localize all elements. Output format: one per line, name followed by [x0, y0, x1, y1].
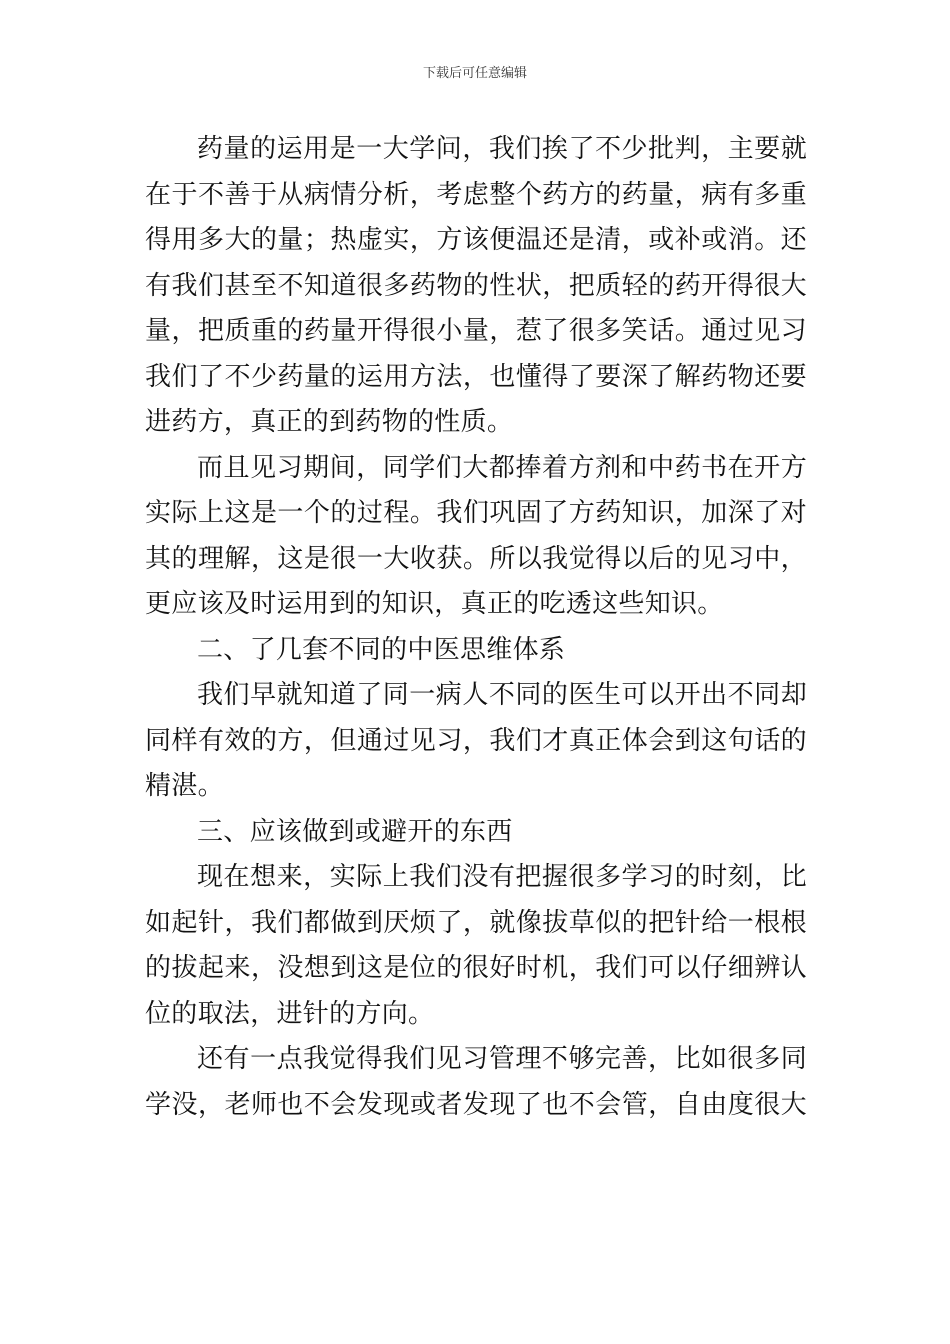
paragraph-dosage [145, 127, 807, 446]
page-header: 下载后可任意编辑 [422, 66, 527, 81]
text-line: 更应该及时运用到的知识，真正的吃透这些知识。 [145, 589, 724, 619]
text-line: 如起针，我们都做到厌烦了，就像拔草似的把针给一根根 [145, 907, 807, 938]
text-line: 三、应该做到或避开的东西 [197, 816, 513, 847]
text-line: 的拔起来，没想到这是位的很好时机，我们可以仔细辨认 [145, 953, 807, 983]
paragraph-prescriptions [145, 446, 807, 628]
document-body [145, 127, 807, 1128]
text-line: 二、了几套不同的中医思维体系 [197, 634, 566, 665]
paragraph-thinking-systems [145, 673, 807, 810]
section-heading-2 [145, 628, 807, 674]
text-line: 我们早就知道了同一病人不同的医生可以开出不同却 [197, 680, 807, 710]
paragraph-needles [145, 855, 807, 1037]
text-line: 精湛。 [145, 771, 224, 801]
text-line: 进药方，真正的到药物的性质。 [145, 407, 514, 437]
text-line: 在于不善于从病情分析，考虑整个药方的药量，病有多重 [145, 179, 807, 210]
text-line: 量，把质重的药量开得很小量，惹了很多笑话。通过见习 [145, 316, 807, 346]
text-line: 现在想来，实际上我们没有把握很多学习的时刻，比 [197, 862, 807, 892]
text-line: 得用多大的量；热虚实，方该便温还是清，或补或消。还 [145, 225, 807, 255]
text-line: 学没，老师也不会发现或者发现了也不会管，自由度很大 [145, 1089, 807, 1120]
text-line: 我们了不少药量的运用方法，也懂得了要深了解药物还要 [145, 361, 807, 392]
text-line: 实际上这是一个的过程。我们巩固了方药知识，加深了对 [145, 498, 807, 528]
text-line: 有我们甚至不知道很多药物的性状，把质轻的药开得很大 [145, 270, 807, 301]
text-line: 同样有效的方，但通过见习，我们才真正体会到这句话的 [145, 725, 807, 756]
text-line: 还有一点我觉得我们见习管理不够完善，比如很多同 [197, 1044, 807, 1074]
text-line: 其的理解，这是很一大收获。所以我觉得以后的见习中， [145, 543, 807, 574]
text-line: 而且见习期间，同学们大都捧着方剂和中药书在开方 [197, 452, 807, 483]
text-line: 位的取法，进针的方向。 [145, 998, 435, 1029]
text-line: 药量的运用是一大学问，我们挨了不少批判，主要就 [197, 134, 807, 164]
section-heading-3 [145, 810, 807, 856]
paragraph-management [145, 1037, 807, 1128]
